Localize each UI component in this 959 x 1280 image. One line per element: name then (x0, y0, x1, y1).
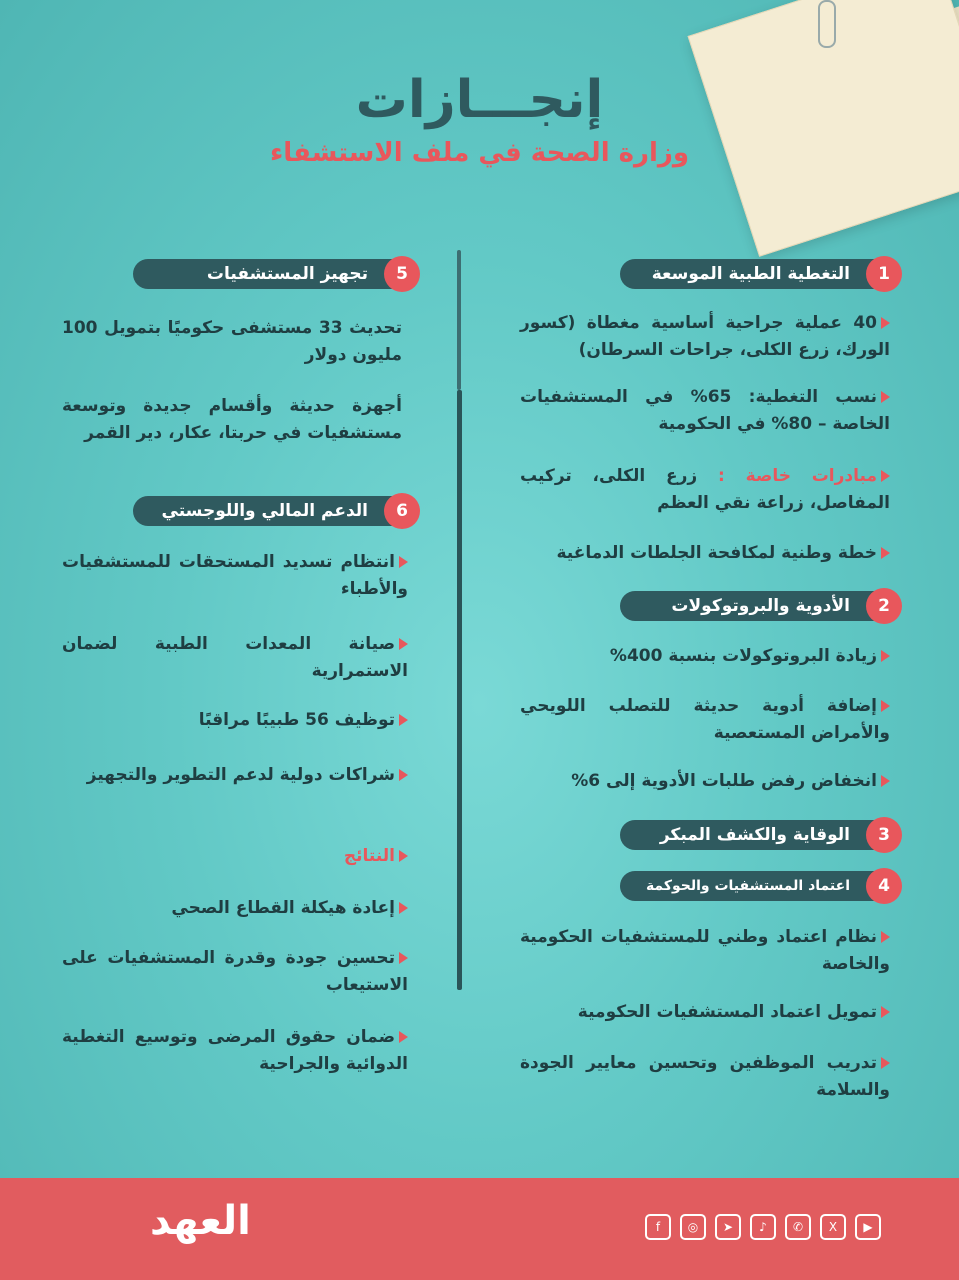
list-item (62, 549, 408, 603)
results-heading (62, 843, 408, 870)
list-item (520, 999, 890, 1026)
list-item-text: تمويل اعتماد المستشفيات الحكومية (577, 1002, 877, 1022)
list-item (62, 393, 402, 447)
list-item (520, 463, 890, 517)
list-item-text: تحسين جودة وقدرة المستشفيات على الاستيعاب (62, 948, 408, 995)
section-number-badge: 1 (866, 256, 902, 292)
facebook-icon[interactable]: f (645, 1214, 671, 1240)
section-number-badge: 2 (866, 588, 902, 624)
arrow-icon (399, 1031, 408, 1043)
list-item-text: نظام اعتماد وطني للمستشفيات الحكومية والخاصة (520, 927, 890, 974)
list-item-text: شراكات دولية لدعم التطوير والتجهيز (86, 765, 395, 785)
list-item-text: ضمان حقوق المرضى وتوسيع التغطية الدوائية والجراحية (62, 1027, 408, 1074)
list-item-text: نسب التغطية: 65% في المستشفيات الخاصة – 80% في الحكومية (520, 387, 890, 434)
arrow-icon (881, 547, 890, 559)
arrow-icon (881, 931, 890, 943)
x-icon[interactable]: X (820, 1214, 846, 1240)
section-heading-label: الوقاية والكشف المبكر (659, 825, 850, 845)
list-item-text: إعادة هيكلة القطاع الصحي (171, 898, 395, 918)
arrow-icon (881, 1006, 890, 1018)
list-item-text: تدريب الموظفين وتحسين معايير الجودة والسلامة (520, 1053, 890, 1100)
arrow-icon (881, 775, 890, 787)
section-number-badge: 6 (384, 493, 420, 529)
list-item (520, 540, 890, 567)
section-heading-label: اعتماد المستشفيات والحوكمة (645, 878, 850, 894)
list-item (520, 643, 890, 670)
column-divider-top (457, 250, 461, 390)
arrow-icon (881, 650, 890, 662)
list-item-text: صيانة المعدات الطبية لضمان الاستمرارية (62, 634, 408, 681)
column-divider (457, 390, 462, 990)
section-heading-financial (133, 496, 408, 526)
list-item (62, 762, 408, 789)
list-item (62, 1024, 408, 1078)
section-number-badge: 5 (384, 256, 420, 292)
section-heading-prevention (620, 820, 890, 850)
telegram-icon[interactable]: ➤ (715, 1214, 741, 1240)
section-heading-label: تجهيز المستشفيات (206, 264, 368, 284)
list-item (520, 693, 890, 747)
brand-logo[interactable]: العهد (150, 1198, 251, 1244)
list-item-text: انخفاض رفض طلبات الأدوية إلى 6% (571, 771, 877, 791)
section-number-badge: 3 (866, 817, 902, 853)
arrow-icon (881, 317, 890, 329)
section-heading-label: الدعم المالي واللوجستي (161, 501, 368, 521)
section-heading-accreditation (620, 871, 890, 901)
arrow-icon (399, 850, 408, 862)
section-heading-coverage (620, 259, 890, 289)
list-item (62, 707, 408, 734)
paperclip-icon (818, 0, 836, 48)
tiktok-icon[interactable]: ♪ (750, 1214, 776, 1240)
list-item (62, 315, 402, 369)
list-item (62, 895, 408, 922)
list-item (62, 631, 408, 685)
arrow-icon (399, 952, 408, 964)
results-heading-label: النتائج (343, 846, 395, 866)
whatsapp-icon[interactable]: ✆ (785, 1214, 811, 1240)
list-item-text: زيادة البروتوكولات بنسبة 400% (609, 646, 877, 666)
list-item (62, 945, 408, 999)
arrow-icon (399, 638, 408, 650)
section-heading-equipment (133, 259, 408, 289)
list-item-text: توظيف 56 طبيبًا مراقبًا (198, 710, 395, 730)
page-subtitle: وزارة الصحة في ملف الاستشفاء (269, 138, 690, 168)
youtube-icon[interactable]: ▶ (855, 1214, 881, 1240)
section-number-badge: 4 (866, 868, 902, 904)
arrow-icon (399, 714, 408, 726)
arrow-icon (881, 700, 890, 712)
section-heading-label: الأدوية والبروتوكولات (671, 596, 850, 616)
page-title: إنجـــازات (355, 70, 604, 130)
social-links (645, 1214, 881, 1240)
list-item (520, 924, 890, 978)
section-heading-label: التغطية الطبية الموسعة (651, 264, 850, 284)
arrow-icon (881, 391, 890, 403)
list-item-text: 40 عملية جراحية أساسية مغطاة (كسور الورك، زرع الكلى، جراحات السرطان) (520, 313, 890, 360)
list-item-text: انتظام تسديد المستحقات للمستشفيات والأطباء (62, 552, 408, 599)
arrow-icon (399, 769, 408, 781)
list-item-text: تحديث 33 مستشفى حكوميًا بتمويل 100 مليون دولار (62, 318, 402, 365)
list-item (520, 384, 890, 438)
arrow-icon (399, 556, 408, 568)
arrow-icon (881, 1057, 890, 1069)
section-heading-medicines (620, 591, 890, 621)
footer-bar (0, 1178, 959, 1280)
list-item (520, 1050, 890, 1104)
list-item-text: زرع الكلى، تركيب المفاصل، زراعة نقي العظم (520, 466, 890, 513)
list-item-text: خطة وطنية لمكافحة الجلطات الدماغية (556, 543, 877, 563)
list-item (520, 310, 890, 364)
arrow-icon (881, 470, 890, 482)
instagram-icon[interactable]: ◎ (680, 1214, 706, 1240)
list-item (520, 768, 890, 795)
list-item-text: أجهزة حديثة وأقسام جديدة وتوسعة مستشفيات في حربتا، عكار، دير القمر (62, 396, 402, 443)
list-item-text: إضافة أدوية حديثة للتصلب اللويحي والأمراض المستعصية (520, 696, 890, 743)
arrow-icon (399, 902, 408, 914)
highlight-label: مبادرات خاصة : (718, 466, 877, 486)
